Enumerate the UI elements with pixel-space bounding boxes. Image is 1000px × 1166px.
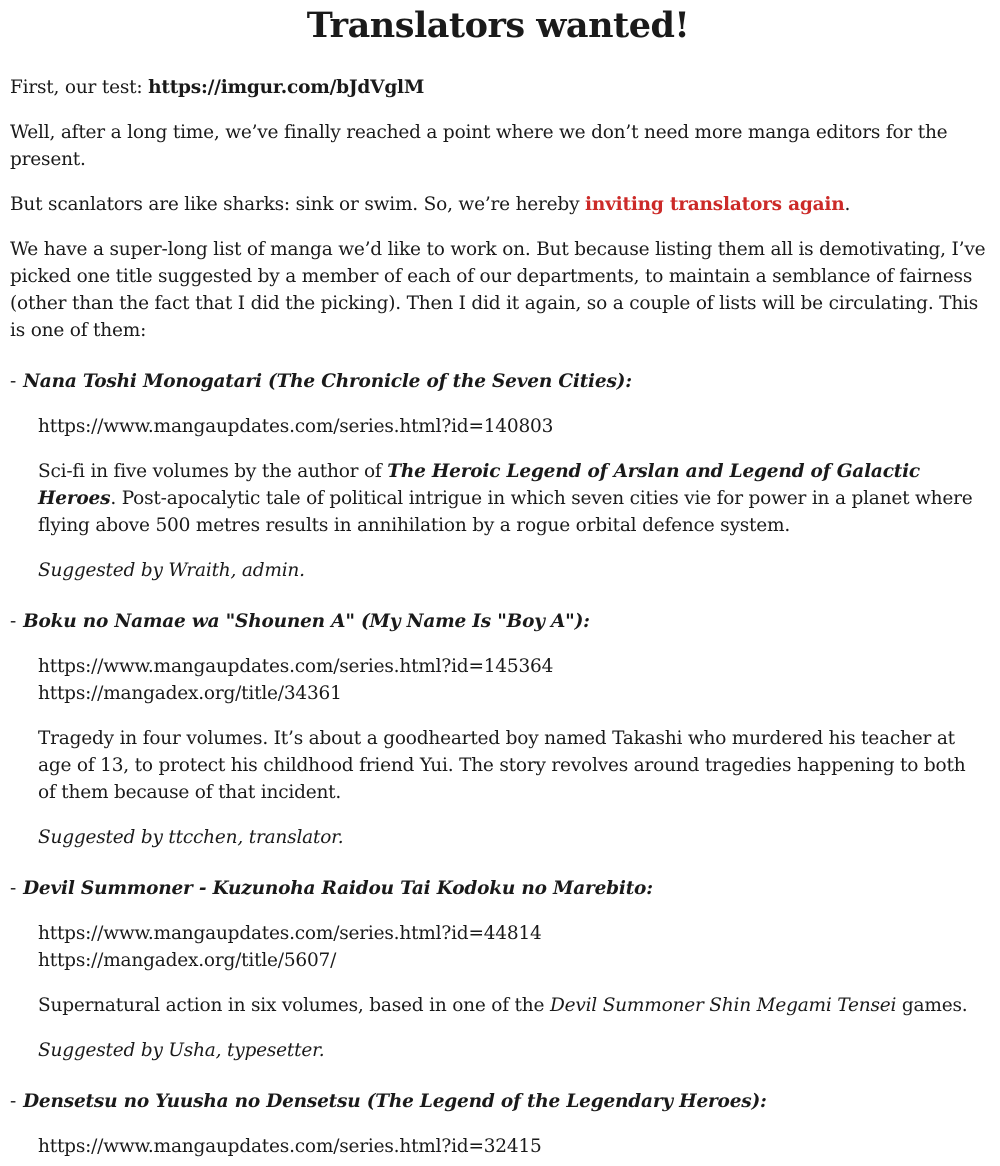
mangaupdates-url-text: https://www.mangaupdates.com/series.html?id=145364 (38, 656, 554, 677)
section-title-text: Nana Toshi Monogatari (The Chronicle of the Seven Cities): (23, 371, 632, 392)
list-marker: - (10, 1091, 17, 1112)
sharks-text: But scanlators are like sharks: sink or swim. So, we’re hereby (10, 194, 586, 215)
intro-paragraph-sharks (10, 191, 986, 218)
section-title-text: Densetsu no Yuusha no Densetsu (The Legend of the Legendary Heroes): (23, 1091, 767, 1112)
manga-section-devil-summoner (10, 875, 986, 1064)
imgur-test-url: https://imgur.com/bJdVglM (148, 77, 425, 98)
section-description (38, 458, 986, 539)
list-marker: - (10, 878, 17, 899)
section-urls (38, 413, 986, 440)
mangaupdates-url-text: https://www.mangaupdates.com/series.html?id=140803 (38, 416, 554, 437)
mangadex-url-text: https://mangadex.org/title/5607/ (38, 950, 337, 971)
section-urls (38, 920, 986, 974)
mangaupdates-url-text: https://www.mangaupdates.com/series.html?id=32415 (38, 1136, 542, 1157)
list-marker: - (10, 611, 17, 632)
section-title-text: Boku no Namae wa "Shounen A" (My Name Is "Boy A"): (23, 611, 590, 632)
description-text: Supernatural action in six volumes, based in one of the (38, 995, 550, 1016)
description-text: . Post-apocalytic tale of political intrigue in which seven cities vie for power in a planet where flying above 500 metres results in annihilation by a rogue orbital defence system. (38, 488, 973, 536)
section-title (10, 1088, 986, 1115)
intro-paragraph-list: We have a super-long list of manga we’d like to work on. But because listing them all is demotivating, I’ve picked one title suggested by a member of each of our departments, to maintain a semblance of fairness (other than the fact that I did the picking). Then I did it again, so a couple of lists will be circulating. This is one of them: (10, 239, 986, 341)
sharks-period: . (844, 194, 851, 215)
section-urls (38, 1133, 986, 1160)
description-text: Tragedy in four volumes. It’s about a goodhearted boy named Takashi who murdered his teacher at age of 13, to protect his childhood friend Yui. The story revolves around tragedies happening to both of them because of that incident. (38, 728, 966, 803)
mangaupdates-url-text: https://www.mangaupdates.com/series.html?id=44814 (38, 923, 542, 944)
description-text: games. (896, 995, 968, 1016)
section-description (38, 725, 986, 806)
manga-section-nana-toshi (10, 368, 986, 584)
suggested-by-line: Suggested by ttcchen, translator. (38, 827, 344, 848)
section-title (10, 875, 986, 902)
list-marker: - (10, 371, 17, 392)
section-title (10, 368, 986, 395)
referenced-work-title: The Heroic Legend of Arslan and Legend of Galactic Heroes (38, 461, 920, 509)
intro-test-line (10, 74, 986, 101)
description-text: Sci-fi in five volumes by the author of (38, 461, 388, 482)
page-title: Translators wanted! (306, 5, 690, 46)
inviting-translators-highlight: inviting translators again (585, 194, 845, 215)
section-description (38, 992, 986, 1019)
referenced-work-title: Devil Summoner Shin Megami Tensei (549, 995, 897, 1016)
suggested-by-line: Suggested by Usha, typesetter. (38, 1040, 325, 1061)
section-urls (38, 653, 986, 707)
section-title-text: Devil Summoner - Kuzunoha Raidou Tai Kodoku no Marebito: (23, 878, 653, 899)
intro-test-prefix: First, our test: (10, 77, 149, 98)
manga-section-densetsu (10, 1088, 986, 1160)
intro-paragraph-editors: Well, after a long time, we’ve finally reached a point where we don’t need more manga editors for the present. (10, 122, 948, 170)
suggested-by-line: Suggested by Wraith, admin. (38, 560, 305, 581)
mangadex-url-text: https://mangadex.org/title/34361 (38, 683, 342, 704)
section-title (10, 608, 986, 635)
manga-section-shounen-a (10, 608, 986, 851)
